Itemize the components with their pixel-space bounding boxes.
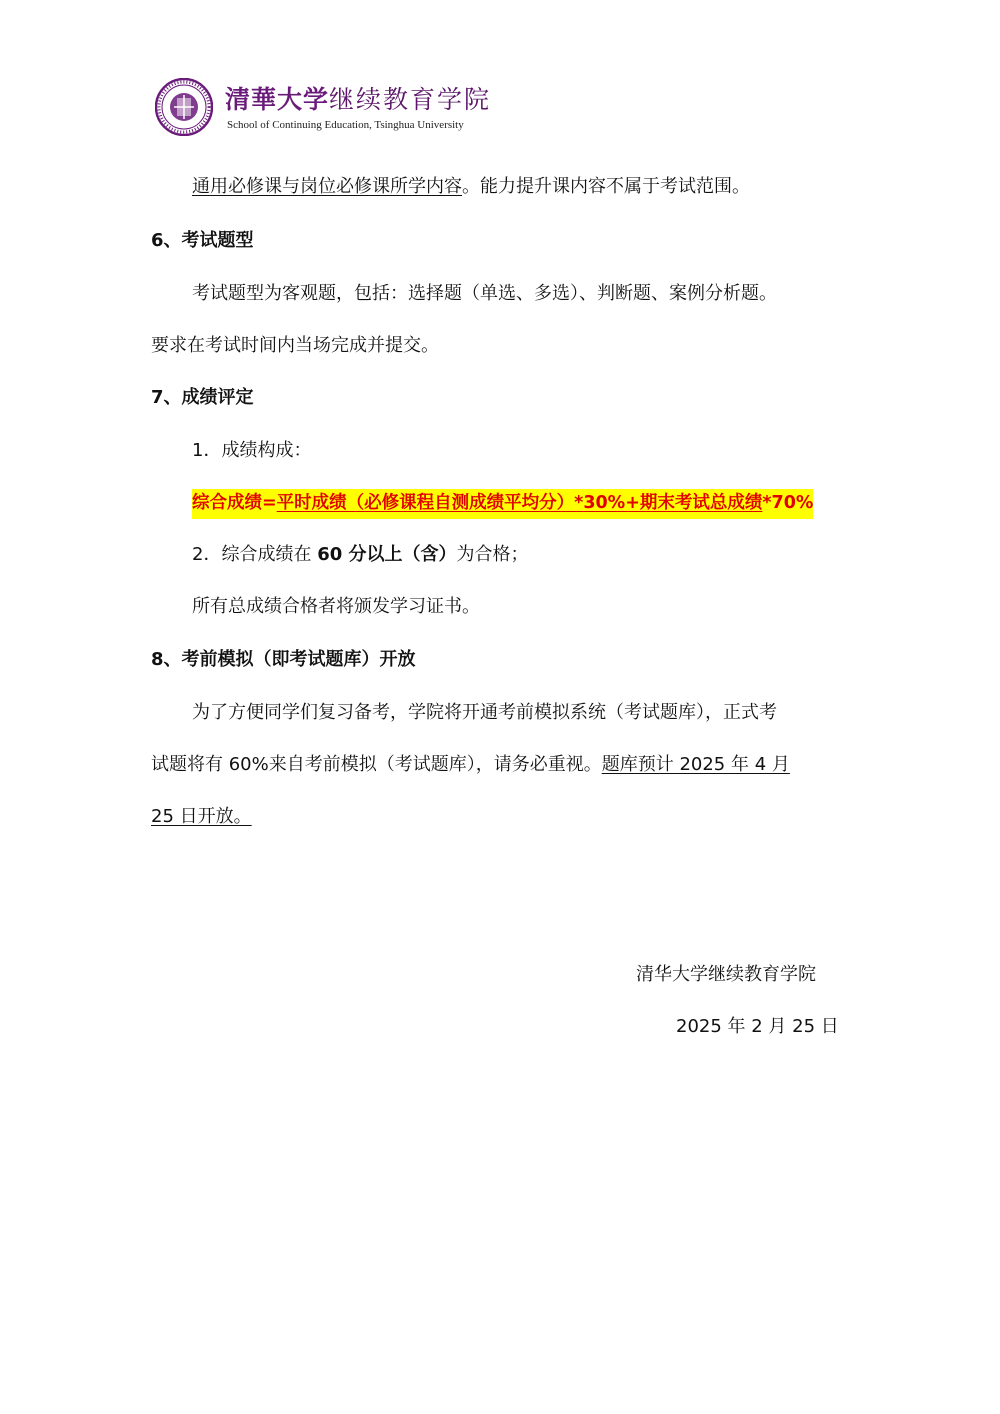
- section-8-heading: 8、考前模拟（即考试题库）开放: [151, 649, 416, 670]
- section-6-paragraph-1: 考试题型为客观题，包括：选择题（单选、多选）、判断题、案例分析题。: [192, 283, 777, 304]
- formula-part-a: 综合成绩=: [192, 493, 277, 513]
- logo-text-cn: 清華大学: [225, 85, 330, 114]
- section-6-heading: 6、考试题型: [151, 230, 254, 251]
- signature-date: 2025 年 2 月 25 日: [676, 1016, 839, 1037]
- item-2-c: 为合格；: [456, 544, 529, 565]
- section-8-paragraph-1: 为了方便同学们复习备考，学院将开通考前模拟系统（考试题库），正式考: [192, 702, 777, 723]
- school-name-cn: [225, 80, 491, 116]
- item-2-b: 60 分以上（含）: [317, 544, 457, 565]
- scope-rest: 。能力提升课内容不属于考试范围。: [462, 176, 750, 197]
- scope-line: [192, 174, 750, 200]
- section-7-item-2: [192, 542, 529, 568]
- section-7-heading: 7、成绩评定: [151, 387, 254, 408]
- formula-part-c: *70%: [762, 493, 814, 513]
- grade-formula: [192, 490, 813, 516]
- s8-p2-b: 题库预计 2025 年 4 月: [601, 754, 790, 775]
- certificate-line: 所有总成绩合格者将颁发学习证书。: [192, 596, 480, 617]
- scope-underlined: 通用必修课与岗位必修课所学内容: [192, 176, 462, 197]
- section-8-paragraph-3: [151, 804, 252, 830]
- formula-part-b: 平时成绩（必修课程自测成绩平均分）*30%+期末考试总成绩: [276, 493, 763, 513]
- university-seal-icon: [155, 78, 213, 136]
- school-text-cn: 继续教育学院: [329, 85, 492, 114]
- section-7-item-1: 1．成绩构成：: [192, 440, 312, 461]
- letterhead: [155, 76, 515, 138]
- section-8-paragraph-2: [151, 752, 790, 778]
- s8-p2-a: 试题将有 60%来自考前模拟（考试题库），请务必重视。: [151, 754, 602, 775]
- signature-org: 清华大学继续教育学院: [636, 964, 816, 985]
- school-name-en: School of Continuing Education, Tsinghua University: [227, 119, 464, 131]
- section-6-paragraph-2: 要求在考试时间内当场完成并提交。: [151, 335, 439, 356]
- item-2-a: 2．综合成绩在: [192, 544, 318, 565]
- formula-highlight: [192, 489, 813, 519]
- s8-p3: 25 日开放。: [151, 806, 252, 827]
